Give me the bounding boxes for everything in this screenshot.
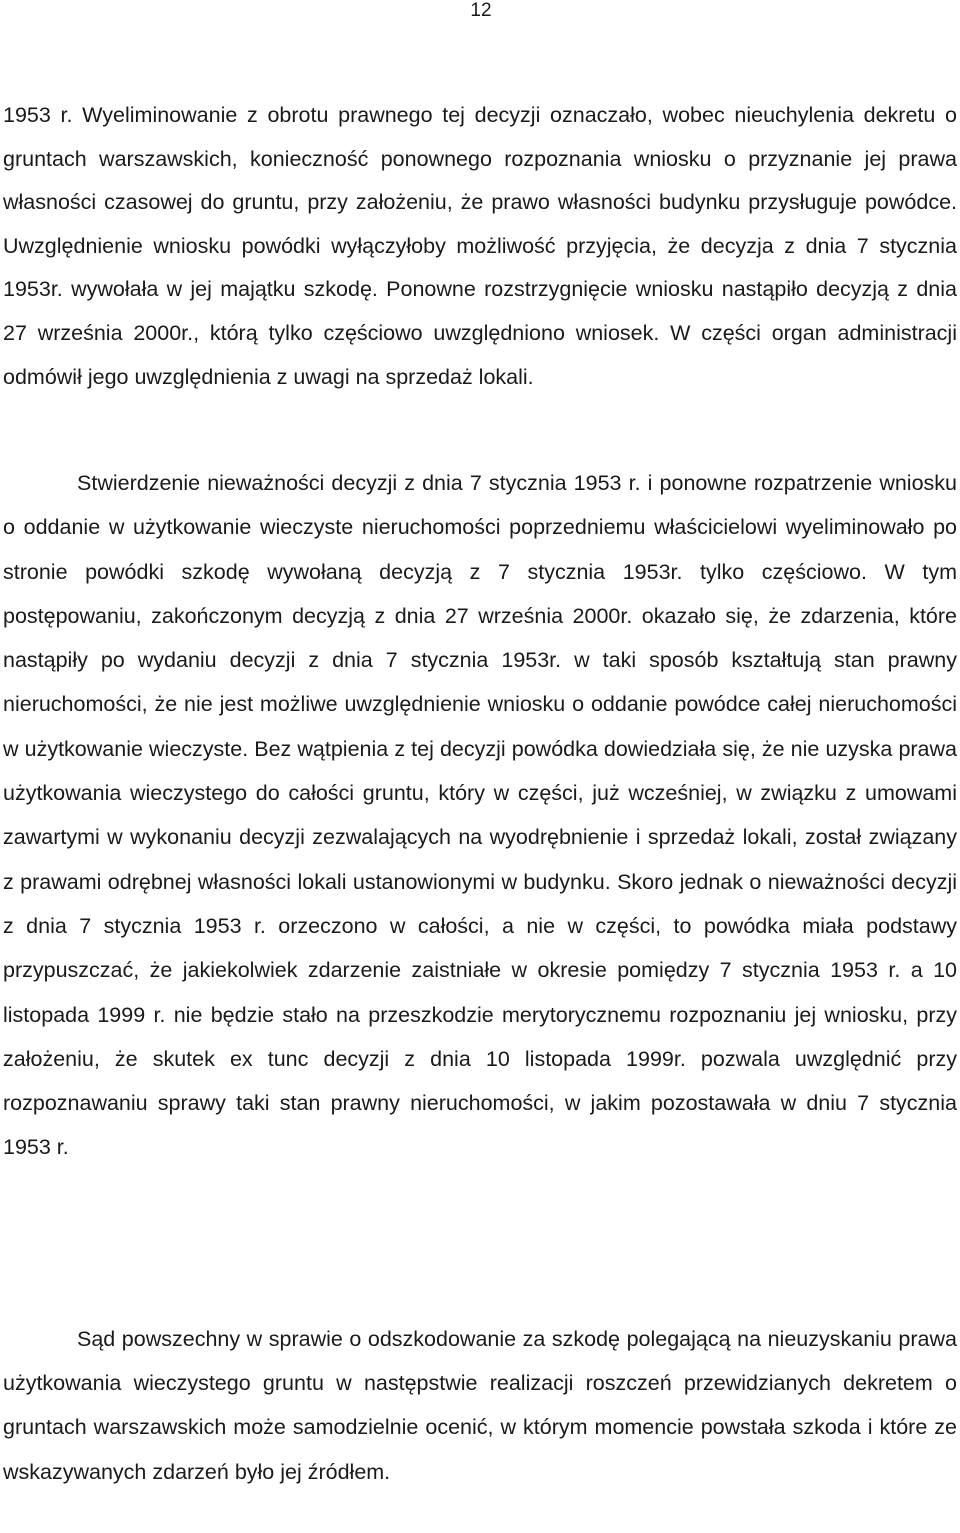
paragraph-2: Stwierdzenie nieważności decyzji z dnia 7 stycznia 1953 r. i ponowne rozpatrzenie wniosku o oddanie w użytkowanie wieczyste nieruchomości poprzedniemu właścicielowi wyeliminowało po stronie powódki szkodę wywołaną decyzją z 7 stycznia 1953r. tylko częściowo. W tym postępowaniu, zakończonym decyzją z dnia 27 września 2000r. okazało się, że zdarzenia, które nastąpiły po wydaniu decyzji z dnia 7 stycznia 1953r. w taki sposób kształtują stan prawny nieruchomości, że nie jest możliwe uwzględnienie wniosku o oddanie powódce całej nieruchomości w użytkowanie wieczyste. Bez wątpienia z tej decyzji powódka dowiedziała się, że nie uzyska prawa użytkowania wieczystego do całości gruntu, który w części, już wcześniej, w związku z umowami zawartymi w wykonaniu decyzji zezwalających na wyodrębnienie i sprzedaż lokali, został związany z prawami odrębnej własności lokali ustanowionymi w budynku. Skoro jednak o nieważności decyzji z dnia 7 stycznia 1953 r. orzeczono w całości, a nie w części, to powódka miała podstawy przypuszczać, że jakiekolwiek zdarzenie zaistniałe w okresie pomiędzy 7 stycznia 1953 r. a 10 listopada 1999 r. nie będzie stało na przeszkodzie merytorycznemu rozpoznaniu jej wniosku, przy założeniu, że skutek ex tunc decyzji z dnia 10 listopada 1999r. pozwala uwzględnić przy rozpoznawaniu sprawy taki stan prawny nieruchomości, w jakim pozostawała w dniu 7 stycznia 1953 r.	[3, 471, 957, 1160]
page-number: 12	[470, 0, 492, 21]
paragraph-3: Sąd powszechny w sprawie o odszkodowanie za szkodę polegającą na nieuzyskaniu prawa użytkowania wieczystego gruntu w następstwie realizacji roszczeń przewidzianych dekretem o gruntach warszawskich może samodzielnie ocenić, w którym momencie powstała szkoda i które ze wskazywanych zdarzeń było jej źródłem.	[3, 1327, 957, 1484]
paragraph-1: 1953 r. Wyeliminowanie z obrotu prawnego tej decyzji oznaczało, wobec nieuchylenia dekretu o gruntach warszawskich, konieczność ponownego rozpoznania wniosku o przyznanie jej prawa własności czasowej do gruntu, przy założeniu, że prawo własności budynku przysługuje powódce. Uwzględnienie wniosku powódki wyłączyłoby możliwość przyjęcia, że decyzja z dnia 7 stycznia 1953r. wywołała w jej majątku szkodę. Ponowne rozstrzygnięcie wniosku nastąpiło decyzją z dnia 27 września 2000r., którą tylko częściowo uwzględniono wniosek. W części organ administracji odmówił jego uwzględnienia z uwagi na sprzedaż lokali.	[3, 103, 957, 389]
